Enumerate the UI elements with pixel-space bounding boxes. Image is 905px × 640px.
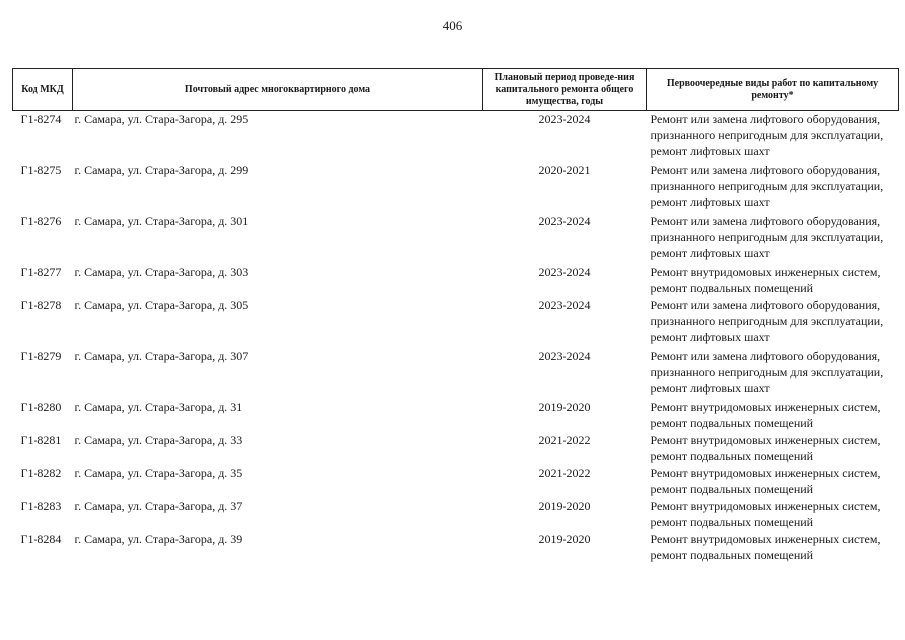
cell-code: Г1-8277 xyxy=(20,265,62,279)
cell-code: Г1-8280 xyxy=(20,400,62,414)
table-row xyxy=(13,162,899,213)
cell-period: 2019-2020 xyxy=(538,400,591,414)
table-row xyxy=(13,213,899,264)
table-row xyxy=(13,264,899,297)
cell-code: Г1-8283 xyxy=(20,499,62,513)
cell-period: 2019-2020 xyxy=(538,499,591,513)
header-row xyxy=(13,69,899,111)
header-address: Почтовый адрес многоквартирного дома xyxy=(73,69,483,111)
table-row xyxy=(13,297,899,348)
cell-period: 2019-2020 xyxy=(538,532,591,546)
cell-works: Ремонт внутридомовых инженерных систем, ремонт подвальных помещений xyxy=(650,466,881,496)
page-number: 406 xyxy=(442,18,463,33)
table-row xyxy=(13,111,899,163)
cell-period: 2023-2024 xyxy=(538,112,591,126)
cell-period: 2021-2022 xyxy=(538,466,591,480)
cell-works: Ремонт или замена лифтового оборудования, признанного непригодным для эксплуатации, ремонт лифтовых шахт xyxy=(650,163,884,209)
cell-address: г. Самара, ул. Стара-Загора, д. 295 xyxy=(74,112,249,126)
cell-code: Г1-8284 xyxy=(20,532,62,546)
table-row xyxy=(13,531,899,564)
cell-code: Г1-8278 xyxy=(20,298,62,312)
cell-code: Г1-8276 xyxy=(20,214,62,228)
cell-address: г. Самара, ул. Стара-Загора, д. 299 xyxy=(74,163,249,177)
cell-works: Ремонт внутридомовых инженерных систем, ремонт подвальных помещений xyxy=(650,265,881,295)
table-row xyxy=(13,348,899,399)
cell-address: г. Самара, ул. Стара-Загора, д. 37 xyxy=(74,499,243,513)
table-header xyxy=(13,69,899,111)
cell-address: г. Самара, ул. Стара-Загора, д. 307 xyxy=(74,349,249,363)
cell-address: г. Самара, ул. Стара-Загора, д. 301 xyxy=(74,214,249,228)
cell-address: г. Самара, ул. Стара-Загора, д. 33 xyxy=(74,433,243,447)
table-row xyxy=(13,399,899,432)
cell-address: г. Самара, ул. Стара-Загора, д. 39 xyxy=(74,532,243,546)
header-code: Код МКД xyxy=(13,69,73,111)
cell-works: Ремонт или замена лифтового оборудования, признанного непригодным для эксплуатации, ремонт лифтовых шахт xyxy=(650,214,884,260)
cell-works: Ремонт внутридомовых инженерных систем, ремонт подвальных помещений xyxy=(650,532,881,562)
cell-period: 2023-2024 xyxy=(538,349,591,363)
cell-works: Ремонт или замена лифтового оборудования, признанного непригодным для эксплуатации, ремонт лифтовых шахт xyxy=(650,349,884,395)
table-body xyxy=(13,111,899,565)
cell-address: г. Самара, ул. Стара-Загора, д. 35 xyxy=(74,466,243,480)
cell-code: Г1-8279 xyxy=(20,349,62,363)
cell-period: 2021-2022 xyxy=(538,433,591,447)
cell-works: Ремонт внутридомовых инженерных систем, ремонт подвальных помещений xyxy=(650,400,881,430)
repair-schedule-table xyxy=(12,68,899,564)
cell-period: 2020-2021 xyxy=(538,163,591,177)
cell-code: Г1-8282 xyxy=(20,466,62,480)
cell-works: Ремонт или замена лифтового оборудования, признанного непригодным для эксплуатации, ремонт лифтовых шахт xyxy=(650,298,884,344)
cell-works: Ремонт внутридомовых инженерных систем, ремонт подвальных помещений xyxy=(650,499,881,529)
header-period: Плановый период проведе-ния капитального ремонта общего имущества, годы xyxy=(483,69,647,111)
table-row xyxy=(13,432,899,465)
cell-address: г. Самара, ул. Стара-Загора, д. 31 xyxy=(74,400,243,414)
cell-code: Г1-8275 xyxy=(20,163,62,177)
header-works: Первоочередные виды работ по капитальному ремонту* xyxy=(647,69,899,111)
table-row xyxy=(13,498,899,531)
cell-period: 2023-2024 xyxy=(538,214,591,228)
cell-works: Ремонт или замена лифтового оборудования, признанного непригодным для эксплуатации, ремонт лифтовых шахт xyxy=(650,112,884,158)
cell-address: г. Самара, ул. Стара-Загора, д. 303 xyxy=(74,265,249,279)
table-row xyxy=(13,465,899,498)
cell-address: г. Самара, ул. Стара-Загора, д. 305 xyxy=(74,298,249,312)
cell-code: Г1-8281 xyxy=(20,433,62,447)
cell-period: 2023-2024 xyxy=(538,265,591,279)
cell-period: 2023-2024 xyxy=(538,298,591,312)
cell-works: Ремонт внутридомовых инженерных систем, ремонт подвальных помещений xyxy=(650,433,881,463)
cell-code: Г1-8274 xyxy=(20,112,62,126)
